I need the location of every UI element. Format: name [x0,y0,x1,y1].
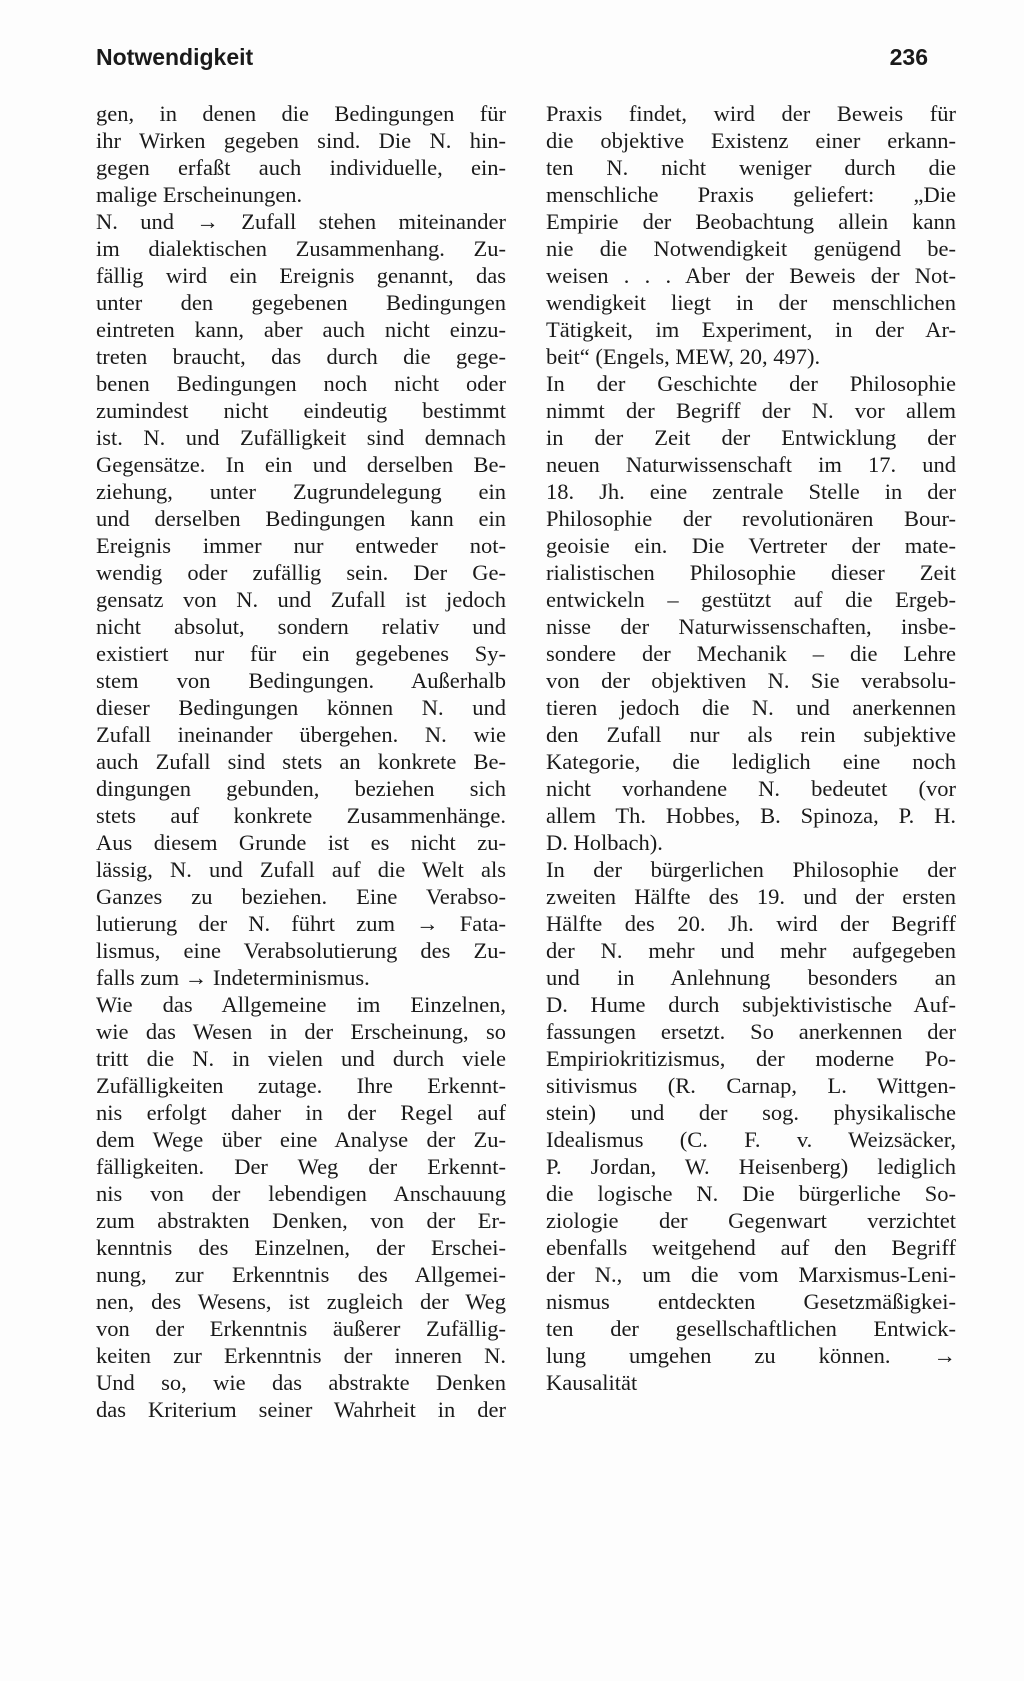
text-line: gegen erfaßt auch individuelle, ein- [96,155,506,180]
text-line: D. Hume durch subjektivistische Auf- [546,992,956,1017]
text-line: in der Zeit der Entwicklung der [546,425,956,450]
text-line: Philosophie der revolutionären Bour- [546,506,956,531]
text-line: wendig oder zufällig sein. Der Ge- [96,560,506,585]
text-line: rialistischen Philosophie dieser Zeit [546,560,956,585]
text-line: ten der gesellschaftlichen Entwick- [546,1316,956,1341]
text-line: die objektive Existenz einer erkann- [546,128,956,153]
text-line: geoisie ein. Die Vertreter der mate- [546,533,956,558]
text-line: Praxis findet, wird der Beweis für [546,101,956,126]
text-line: stets auf konkrete Zusammenhänge. [96,803,506,828]
text-line: Kausalität [546,1370,638,1395]
text-line: benen Bedingungen noch nicht oder [96,371,506,396]
text-line: zumindest nicht eindeutig bestimmt [96,398,506,423]
text-line: neuen Naturwissenschaft im 17. und [546,452,956,477]
text-line: D. Holbach). [546,830,663,855]
text-line: stein) und der sog. physikalische [546,1100,956,1125]
text-line: nisse der Naturwissenschaften, insbe- [546,614,956,639]
text-line: ziologie der Gegenwart verzichtet [546,1208,956,1233]
text-line: falls zum → Indeterminismus. [96,965,370,990]
text-line: nicht absolut, sondern relativ und [96,614,506,639]
text-line: die logische N. Die bürgerliche So- [546,1181,956,1206]
text-line: fassungen ersetzt. So anerkennen der [546,1019,956,1044]
text-line: In der Geschichte der Philosophie [546,371,956,396]
text-line: P. Jordan, W. Heisenberg) lediglich [546,1154,956,1179]
text-line: nimmt der Begriff der N. vor allem [546,398,956,423]
text-line: lutierung der N. führt zum → Fata- [96,911,506,936]
text-line: nis von der lebendigen Anschauung [96,1181,506,1206]
text-line: treten braucht, das durch die gege- [96,344,506,369]
text-line: und derselben Bedingungen kann ein [96,506,506,531]
text-line: Zufall ineinander übergehen. N. wie [96,722,506,747]
text-line: und in Anlehnung besonders an [546,965,956,990]
text-line: zum abstrakten Denken, von der Er- [96,1208,506,1233]
text-line: von der objektiven N. Sie verabsolu- [546,668,956,693]
text-line: Ereignis immer nur entweder not- [96,533,506,558]
text-line: allem Th. Hobbes, B. Spinoza, P. H. [546,803,956,828]
text-line: Empirie der Beobachtung allein kann [546,209,956,234]
text-line: Aus diesem Grunde ist es nicht zu- [96,830,506,855]
text-line: entwickeln – gestützt auf die Ergeb- [546,587,956,612]
page-number: 236 [889,44,928,70]
text-line: lismus, eine Verabsolutierung des Zu- [96,938,506,963]
text-line: Gegensätze. In ein und derselben Be- [96,452,506,477]
text-line: im dialektischen Zusammenhang. Zu- [96,236,506,261]
text-line: nismus entdeckten Gesetzmäßigkei- [546,1289,956,1314]
left-text-column [96,100,506,1423]
text-line: ihr Wirken gegeben sind. Die N. hin- [96,128,506,153]
text-line: tritt die N. in vielen und durch viele [96,1046,506,1071]
text-line: wendigkeit liegt in der menschlichen [546,290,956,315]
text-line: dingungen gebunden, beziehen sich [96,776,506,801]
text-line: keiten zur Erkenntnis der inneren N. [96,1343,506,1368]
text-line: zweiten Hälfte des 19. und der ersten [546,884,956,909]
text-line: Kategorie, die lediglich eine noch [546,749,956,774]
text-line: dieser Bedingungen können N. und [96,695,506,720]
text-line: Idealismus (C. F. v. Weizsäcker, [546,1127,956,1152]
text-line: ten N. nicht weniger durch die [546,155,956,180]
text-line: sondere der Mechanik – die Lehre [546,641,956,666]
text-line: wie das Wesen in der Erscheinung, so [96,1019,506,1044]
text-line: von der Erkenntnis äußerer Zufällig- [96,1316,506,1341]
text-line: N. und → Zufall stehen miteinander [96,209,506,234]
text-line: unter den gegebenen Bedingungen [96,290,506,315]
running-title: Notwendigkeit [96,44,254,70]
text-line: sitivismus (R. Carnap, L. Wittgen- [546,1073,956,1098]
text-line: der N. mehr und mehr aufgegeben [546,938,956,963]
text-line: nie die Notwendigkeit genügend be- [546,236,956,261]
text-line: tieren jedoch die N. und anerkennen [546,695,956,720]
right-text-column [546,100,956,1396]
text-line: Tätigkeit, im Experiment, in der Ar- [546,317,956,342]
text-line: Zufälligkeiten zutage. Ihre Erkennt- [96,1073,506,1098]
text-line: nen, des Wesens, ist zugleich der Weg [96,1289,506,1314]
text-line: Und so, wie das abstrakte Denken [96,1370,506,1395]
text-line: nicht vorhandene N. bedeutet (vor [546,776,956,801]
text-line: den Zufall nur als rein subjektive [546,722,956,747]
text-line: beit“ (Engels, MEW, 20, 497). [546,344,821,369]
text-line: kenntnis des Einzelnen, der Erschei- [96,1235,506,1260]
text-line: fällig wird ein Ereignis genannt, das [96,263,506,288]
text-line: menschliche Praxis geliefert: „Die [546,182,956,207]
text-line: ebenfalls weitgehend auf den Begriff [546,1235,956,1260]
text-line: gen, in denen die Bedingungen für [96,101,506,126]
page-header [96,44,928,80]
text-line: fälligkeiten. Der Weg der Erkennt- [96,1154,506,1179]
text-line: 18. Jh. eine zentrale Stelle in der [546,479,956,504]
text-line: auch Zufall sind stets an konkrete Be- [96,749,506,774]
text-line: In der bürgerlichen Philosophie der [546,857,956,882]
text-line: ziehung, unter Zugrundelegung ein [96,479,506,504]
text-line: malige Erscheinungen. [96,182,303,207]
text-line: stem von Bedingungen. Außerhalb [96,668,506,693]
text-line: nung, zur Erkenntnis des Allgemei- [96,1262,506,1287]
text-line: Ganzes zu beziehen. Eine Verabso- [96,884,506,909]
text-line: lässig, N. und Zufall auf die Welt als [96,857,506,882]
text-line: Empiriokritizismus, der moderne Po- [546,1046,956,1071]
text-line: lung umgehen zu können. → [546,1343,956,1368]
text-line: weisen . . . Aber der Beweis der Not- [546,263,956,288]
text-line: Wie das Allgemeine im Einzelnen, [96,992,506,1017]
text-line: eintreten kann, aber auch nicht einzu- [96,317,506,342]
text-line: existiert nur für ein gegebenes Sy- [96,641,506,666]
text-line: gensatz von N. und Zufall ist jedoch [96,587,506,612]
text-line: Hälfte des 20. Jh. wird der Begriff [546,911,956,936]
text-line: das Kriterium seiner Wahrheit in der [96,1397,506,1422]
text-line: ist. N. und Zufälligkeit sind demnach [96,425,506,450]
text-line: dem Wege über eine Analyse der Zu- [96,1127,506,1152]
text-line: der N., um die vom Marxismus-Leni- [546,1262,956,1287]
text-line: nis erfolgt daher in der Regel auf [96,1100,506,1125]
